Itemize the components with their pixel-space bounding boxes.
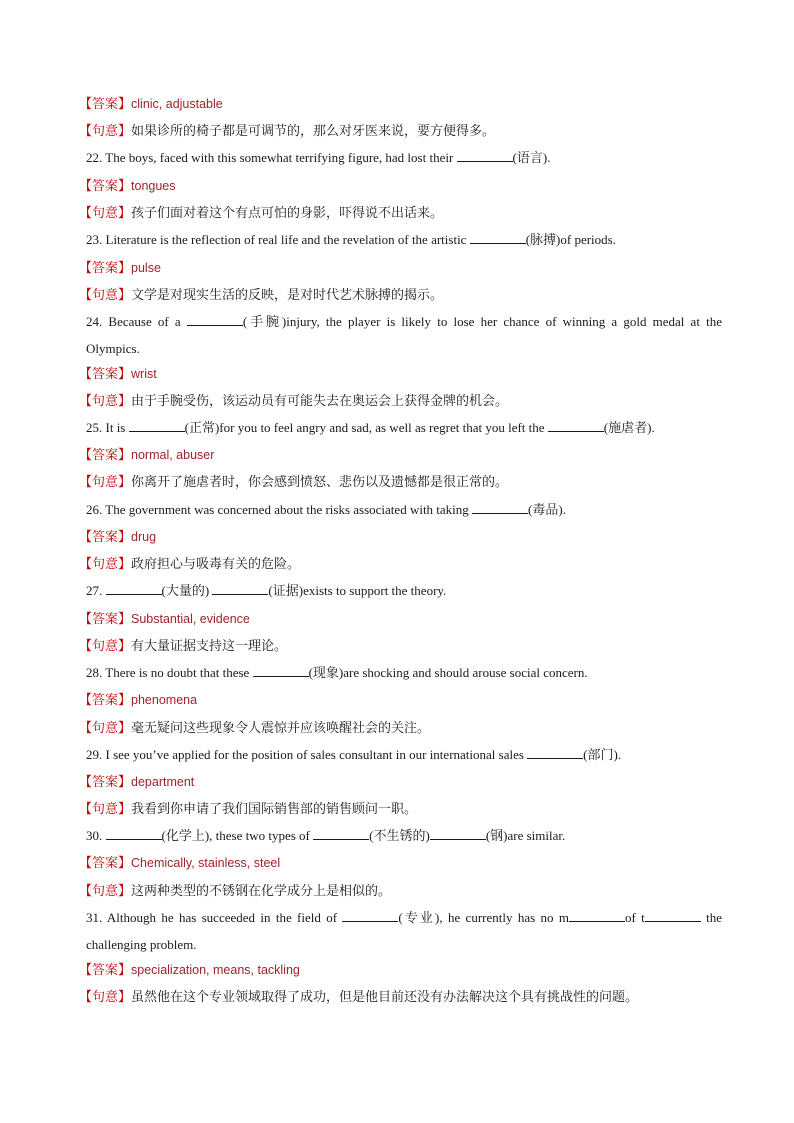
meaning-label: 【句意】 [79, 639, 132, 654]
question-continuation: Olympics. [86, 341, 140, 356]
answer-blank[interactable] [645, 909, 701, 922]
answer-text: phenomena [131, 693, 198, 707]
question-continuation: challenging problem. [86, 937, 197, 952]
answer-text: specialization, means, tackling [131, 963, 300, 977]
question-text: the [700, 910, 722, 925]
meaning-text: 毫无疑问这些现象令人震惊并应该唤醒社会的关注。 [131, 721, 431, 736]
question-text: 31. Although he has succeeded in the field of [86, 910, 343, 925]
answer-blank[interactable] [457, 149, 513, 162]
answer-line [79, 610, 794, 629]
answer-text: drug [131, 530, 157, 544]
answer-text: pulse [131, 261, 161, 275]
answer-label: 【答案】 [79, 367, 132, 382]
answer-label: 【答案】 [79, 97, 132, 112]
meaning-line [79, 988, 794, 1007]
answer-text: tongues [131, 179, 176, 193]
answer-text: wrist [131, 367, 157, 381]
meaning-line [79, 800, 794, 819]
meaning-text: 政府担心与吸毒有关的危险。 [131, 557, 301, 572]
meaning-line [79, 719, 794, 738]
question-text: (手腕)injury, the player is likely to lose her chance of winning a gold medal at the [242, 314, 722, 329]
question-text: (化学上), these two types of [161, 828, 314, 843]
answer-line [79, 446, 794, 465]
meaning-text: 这两种类型的不锈钢在化学成分上是相似的。 [131, 884, 392, 899]
question-text: 23. Literature is the reflection of real life and the revelation of the artistic [86, 232, 470, 247]
meaning-label: 【句意】 [79, 394, 132, 409]
question-text: (部门). [583, 747, 622, 762]
answer-label: 【答案】 [79, 448, 132, 463]
question-line [86, 909, 722, 927]
meaning-label: 【句意】 [79, 990, 132, 1005]
answer-blank[interactable] [129, 419, 185, 432]
question-line [86, 501, 794, 519]
answer-label: 【答案】 [79, 179, 132, 194]
question-text: of t [624, 910, 645, 925]
meaning-line [79, 882, 794, 901]
meaning-text: 如果诊所的椅子都是可调节的，那么对牙医来说，要方便得多。 [131, 124, 496, 139]
question-line [86, 746, 794, 764]
meaning-label: 【句意】 [79, 288, 132, 303]
answer-blank[interactable] [313, 827, 369, 840]
answer-blank[interactable] [106, 827, 162, 840]
question-line [86, 231, 794, 249]
question-text: (语言). [512, 150, 551, 165]
question-text: (毒品). [528, 502, 566, 517]
answer-line [79, 691, 794, 710]
meaning-text: 你离开了施虐者时，你会感到愤怒、悲伤以及遗憾都是很正常的。 [131, 475, 509, 490]
question-line [86, 313, 722, 331]
answer-line [79, 773, 794, 792]
answer-label: 【答案】 [79, 856, 132, 871]
question-line [86, 149, 794, 167]
answer-label: 【答案】 [79, 693, 132, 708]
answer-text: Chemically, stainless, steel [131, 856, 281, 870]
meaning-text: 孩子们面对着这个有点可怕的身影，吓得说不出话来。 [131, 206, 444, 221]
meaning-line [79, 637, 794, 656]
answer-line [79, 95, 794, 114]
meaning-text: 由于手腕受伤，该运动员有可能失去在奥运会上获得金牌的机会。 [131, 394, 509, 409]
meaning-line [79, 122, 794, 141]
answer-blank[interactable] [187, 313, 243, 326]
answer-blank[interactable] [430, 827, 486, 840]
meaning-line [79, 204, 794, 223]
answer-blank[interactable] [253, 664, 309, 677]
answer-blank[interactable] [470, 231, 526, 244]
question-text: (施虐者). [603, 420, 655, 435]
answer-line [79, 177, 794, 196]
meaning-line [79, 555, 794, 574]
meaning-label: 【句意】 [79, 884, 132, 899]
answer-blank[interactable] [548, 419, 604, 432]
question-text: (大量的) [161, 583, 213, 598]
answer-label: 【答案】 [79, 612, 132, 627]
meaning-label: 【句意】 [79, 721, 132, 736]
meaning-label: 【句意】 [79, 124, 132, 139]
answer-label: 【答案】 [79, 775, 132, 790]
answer-blank[interactable] [106, 582, 162, 595]
answer-line [79, 365, 794, 384]
question-text: 26. The government was concerned about the risks associated with taking [86, 502, 473, 517]
answer-label: 【答案】 [79, 261, 132, 276]
meaning-text: 我看到你申请了我们国际销售部的销售顾问一职。 [131, 802, 418, 817]
answer-line [79, 259, 794, 278]
question-text: 22. The boys, faced with this somewhat terrifying figure, had lost their [86, 150, 457, 165]
answer-blank[interactable] [527, 746, 583, 759]
meaning-label: 【句意】 [79, 802, 132, 817]
question-text: 29. I see you’ve applied for the position of sales consultant in our international sales [86, 747, 528, 762]
question-line [86, 582, 794, 600]
answer-blank[interactable] [569, 909, 625, 922]
meaning-label: 【句意】 [79, 206, 132, 221]
question-text: (钢)are similar. [485, 828, 566, 843]
question-text: (正常)for you to feel angry and sad, as well as regret that you left the [184, 420, 548, 435]
question-line [86, 827, 794, 845]
answer-blank[interactable] [342, 909, 398, 922]
answer-text: normal, abuser [131, 448, 215, 462]
question-text: 30. [86, 828, 106, 843]
meaning-line [79, 473, 794, 492]
question-line [86, 664, 794, 682]
question-text: (不生锈的) [369, 828, 430, 843]
question-text: (现象)are shocking and should arouse social concern. [308, 665, 588, 680]
question-line [86, 419, 794, 437]
question-text: 24. Because of a [86, 314, 187, 329]
meaning-line [79, 286, 794, 305]
question-text: (专业), he currently has no m [398, 910, 569, 925]
answer-blank[interactable] [212, 582, 268, 595]
question-text: (证据)exists to support the theory. [268, 583, 447, 598]
answer-label: 【答案】 [79, 530, 132, 545]
question-text: 28. There is no doubt that these [86, 665, 253, 680]
answer-text: Substantial, evidence [131, 612, 250, 626]
question-text: 25. It is [86, 420, 129, 435]
meaning-text: 有大量证据支持这一理论。 [131, 639, 288, 654]
meaning-text: 虽然他在这个专业领域取得了成功，但是他目前还没有办法解决这个具有挑战性的问题。 [131, 990, 639, 1005]
meaning-label: 【句意】 [79, 557, 132, 572]
answer-text: clinic, adjustable [131, 97, 223, 111]
answer-line [79, 528, 794, 547]
answer-blank[interactable] [472, 501, 528, 514]
question-text: (脉搏)of periods. [525, 232, 616, 247]
answer-line [79, 961, 794, 980]
meaning-line [79, 392, 794, 411]
answer-line [79, 854, 794, 873]
answer-label: 【答案】 [79, 963, 132, 978]
question-text: 27. [86, 583, 106, 598]
answer-text: department [131, 775, 195, 789]
meaning-label: 【句意】 [79, 475, 132, 490]
meaning-text: 文学是对现实生活的反映，是对时代艺术脉搏的揭示。 [131, 288, 444, 303]
